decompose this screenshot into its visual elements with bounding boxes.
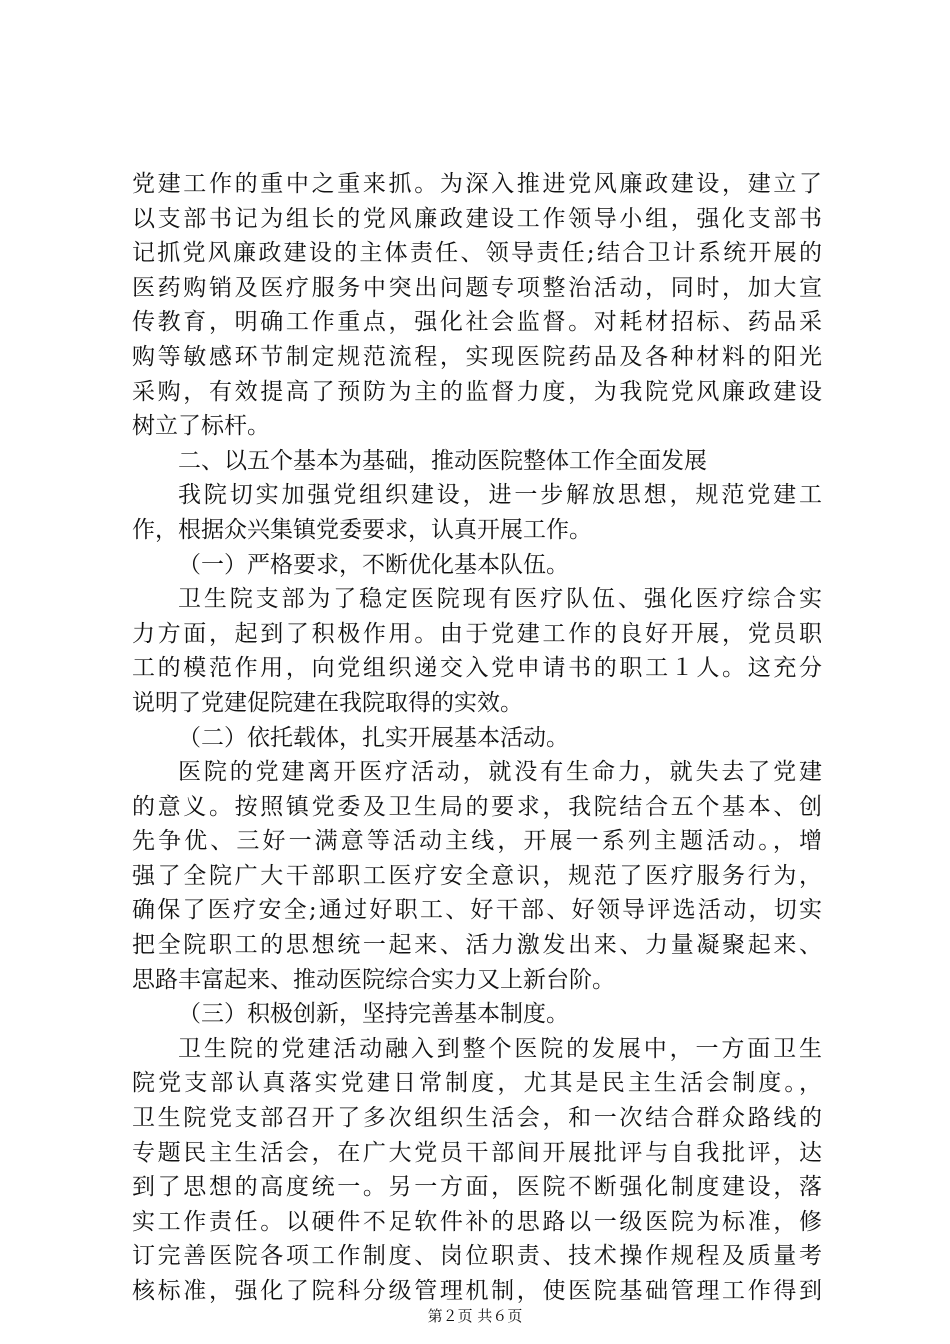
page-footer: 第２页 共６页: [427, 1307, 523, 1325]
text-line: 核标准，强化了院科分级管理机制，使医院基础管理工作得到: [132, 1278, 822, 1304]
text-line: 到了思想的高度统一。另一方面，医院不断强化制度建设，落: [132, 1174, 822, 1201]
section-heading: [132, 997, 822, 1032]
text-line: （三）积极创新，坚持完善基本制度。: [178, 1001, 569, 1028]
text-line: 我院切实加强党组织建设，进一步解放思想，规范党建工: [178, 482, 822, 509]
text-line: 把全院职工的思想统一起来、活力激发出来、力量凝聚起来、: [132, 932, 822, 959]
text-line: 以支部书记为组长的党风廉政建设工作领导小组，强化支部书: [132, 205, 822, 232]
section-heading: [132, 721, 822, 756]
section-heading: [132, 444, 822, 479]
document-body: [132, 167, 822, 1309]
text-line: 订完善医院各项工作制度、岗位职责、技术操作规程及质量考: [132, 1243, 822, 1270]
text-line: 确保了医疗安全;通过好职工、好干部、好领导评选活动，切实: [132, 897, 822, 924]
text-line: 的意义。按照镇党委及卫生局的要求，我院结合五个基本、创: [132, 793, 822, 820]
text-line: 党建工作的重中之重来抓。为深入推进党风廉政建设，建立了: [132, 171, 822, 197]
paragraph: [132, 167, 822, 444]
text-line: 卫生院的党建活动融入到整个医院的发展中，一方面卫生: [178, 1035, 822, 1062]
text-line: 医院的党建离开医疗活动，就没有生命力，就失去了党建: [178, 759, 822, 786]
text-line: 传教育，明确工作重点，强化社会监督。对耗材招标、药品采: [132, 309, 822, 336]
text-line: 强了全院广大干部职工医疗安全意识，规范了医疗服务行为，: [132, 862, 822, 889]
paragraph: [132, 755, 822, 997]
paragraph: [132, 478, 822, 547]
text-line: 实工作责任。以硬件不足软件补的思路以一级医院为标准，修: [132, 1208, 822, 1235]
text-line: 卫生院支部为了稳定医院现有医疗队伍、强化医疗综合实: [178, 586, 822, 613]
text-line: 工的模范作用，向党组织递交入党申请书的职工１人。这充分: [132, 655, 822, 682]
section-heading: [132, 548, 822, 583]
text-line: 专题民主生活会，在广大党员干部间开展批评与自我批评，达: [132, 1139, 822, 1166]
text-line: （二）依托载体，扎实开展基本活动。: [178, 724, 569, 751]
text-line: 先争优、三好一满意等活动主线，开展一系列主题活动。，增: [132, 828, 822, 855]
text-line: 采购，有效提高了预防为主的监督力度，为我院党风廉政建设: [132, 378, 822, 405]
text-line: 院党支部认真落实党建日常制度，尤其是民主生活会制度。，: [132, 1070, 822, 1097]
text-line: 树立了标杆。: [132, 413, 270, 440]
text-line: （一）严格要求，不断优化基本队伍。: [178, 551, 569, 578]
paragraph: [132, 1032, 822, 1309]
text-line: 思路丰富起来、推动医院综合实力又上新台阶。: [132, 966, 615, 993]
text-line: 作，根据众兴集镇党委要求，认真开展工作。: [132, 516, 592, 543]
text-line: 力方面，起到了积极作用。由于党建工作的良好开展，党员职: [132, 620, 822, 647]
text-line: 记抓党风廉政建设的主体责任、领导责任;结合卫计系统开展的: [132, 240, 822, 267]
text-line: 购等敏感环节制定规范流程，实现医院药品及各种材料的阳光: [132, 343, 822, 370]
text-line: 二、以五个基本为基础，推动医院整体工作全面发展: [178, 447, 707, 474]
paragraph: [132, 582, 822, 720]
text-line: 说明了党建促院建在我院取得的实效。: [132, 689, 523, 716]
text-line: 卫生院党支部召开了多次组织生活会，和一次结合群众路线的: [132, 1105, 822, 1132]
text-line: 医药购销及医疗服务中突出问题专项整治活动，同时，加大宣: [132, 274, 822, 301]
